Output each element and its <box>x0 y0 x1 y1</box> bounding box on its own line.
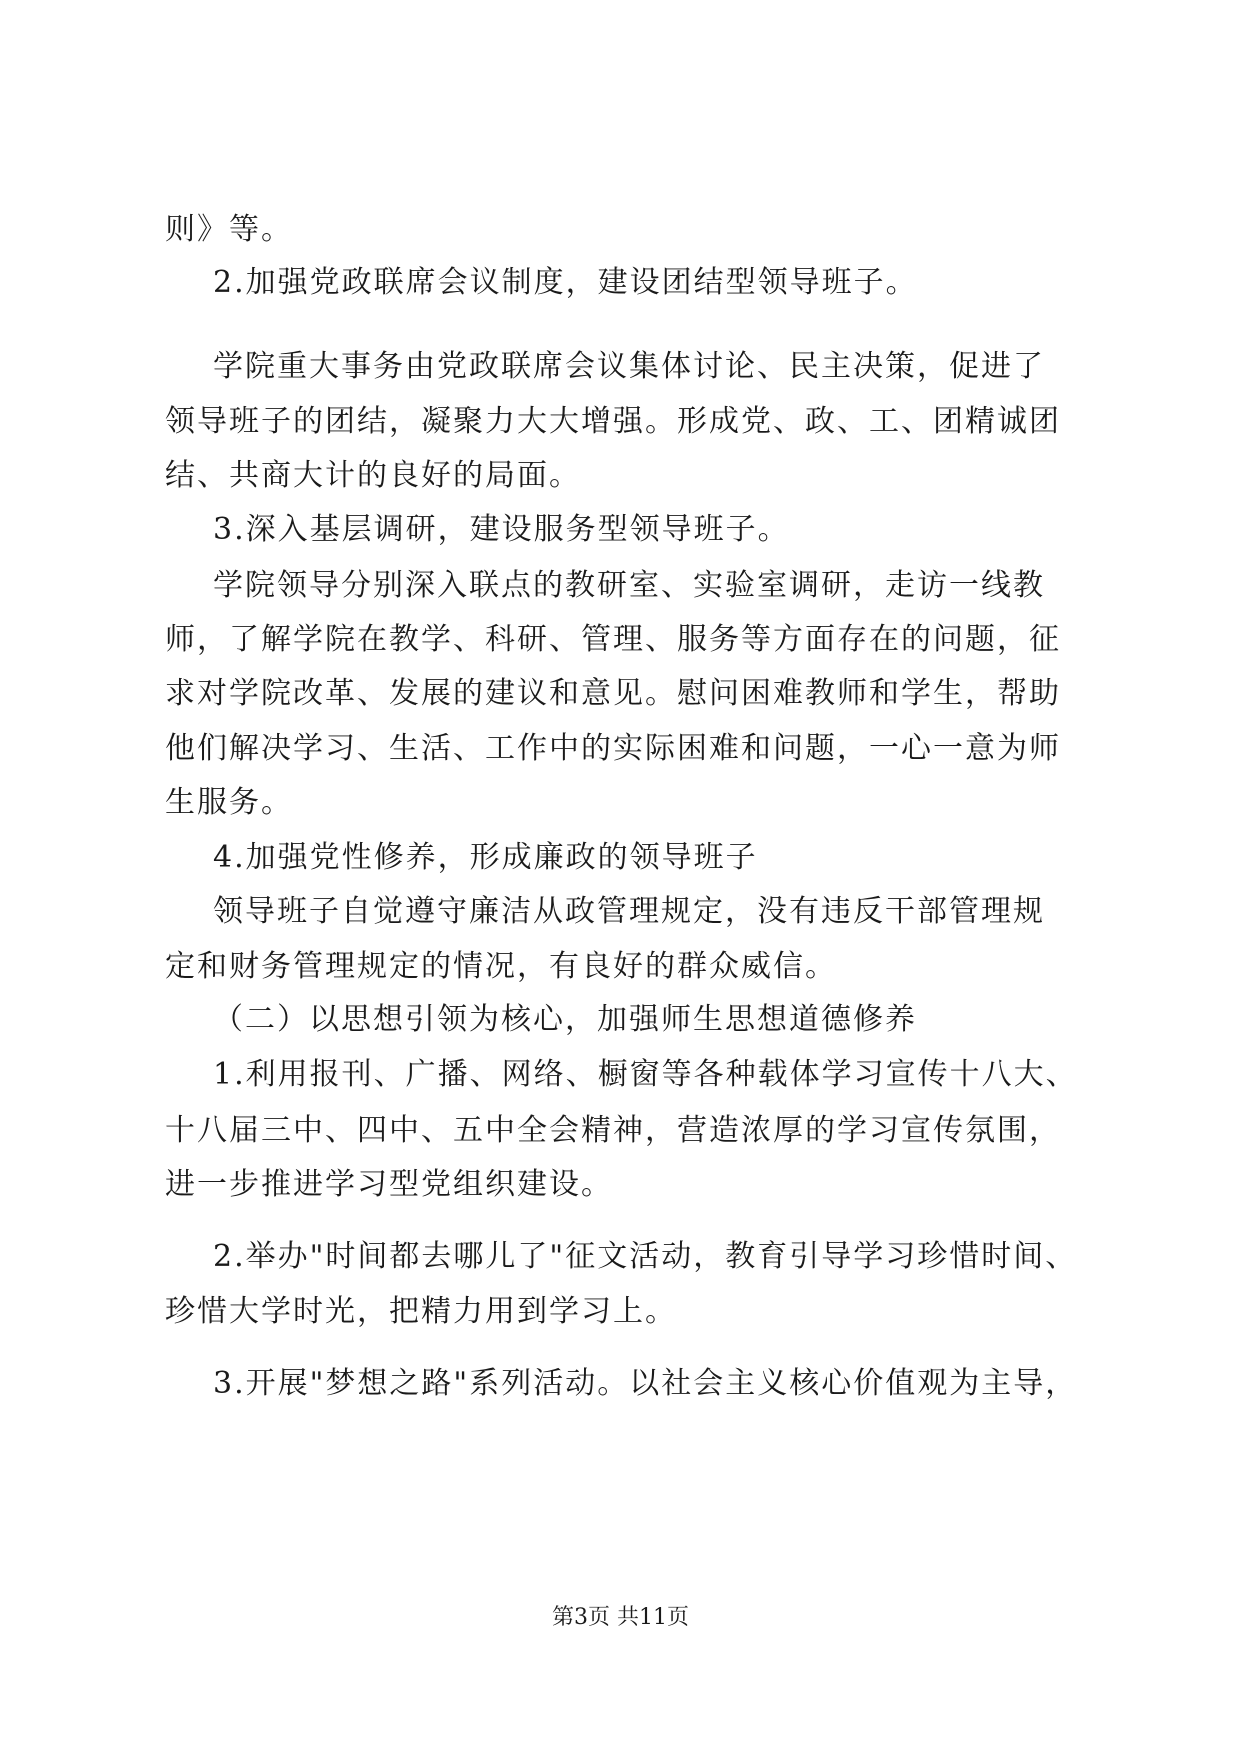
text-line: 结、共商大计的良好的局面。 <box>165 458 581 493</box>
text-line: 4.加强党性修养，形成廉政的领导班子 <box>213 840 758 875</box>
section-heading: （二）以思想引领为核心，加强师生思想道德修养 <box>213 1002 917 1037</box>
text-line: 2.加强党政联席会议制度，建设团结型领导班子。 <box>213 265 918 300</box>
text-line: 进一步推进学习型党组织建设。 <box>165 1167 613 1202</box>
page-footer: 第3页 共11页 <box>552 1605 689 1630</box>
text-line: 生服务。 <box>165 785 293 820</box>
text-line: 十八届三中、四中、五中全会精神，营造浓厚的学习宣传氛围， <box>165 1113 1061 1148</box>
text-line: 2.举办"时间都去哪儿了"征文活动，教育引导学习珍惜时间、 <box>213 1239 1078 1274</box>
text-line: 1.利用报刊、广播、网络、橱窗等各种载体学习宣传十八大、 <box>213 1057 1078 1092</box>
text-line: 3.开展"梦想之路"系列活动。以社会主义核心价值观为主导， <box>213 1366 1078 1401</box>
text-line: 珍惜大学时光，把精力用到学习上。 <box>165 1294 677 1329</box>
text-line: 领导班子自觉遵守廉洁从政管理规定，没有违反干部管理规 <box>213 894 1045 929</box>
text-line: 他们解决学习、生活、工作中的实际困难和问题，一心一意为师 <box>165 731 1061 766</box>
text-line: 则》等。 <box>165 212 293 247</box>
text-line: 领导班子的团结，凝聚力大大增强。形成党、政、工、团精诚团 <box>165 404 1061 439</box>
text-line: 定和财务管理规定的情况，有良好的群众威信。 <box>165 949 837 984</box>
text-line: 学院重大事务由党政联席会议集体讨论、民主决策，促进了 <box>213 349 1045 384</box>
text-line: 师，了解学院在教学、科研、管理、服务等方面存在的问题，征 <box>165 622 1061 657</box>
text-line: 学院领导分别深入联点的教研室、实验室调研，走访一线教 <box>213 568 1045 603</box>
text-line: 3.深入基层调研，建设服务型领导班子。 <box>213 512 790 547</box>
text-line: 求对学院改革、发展的建议和意见。慰问困难教师和学生，帮助 <box>165 676 1061 711</box>
